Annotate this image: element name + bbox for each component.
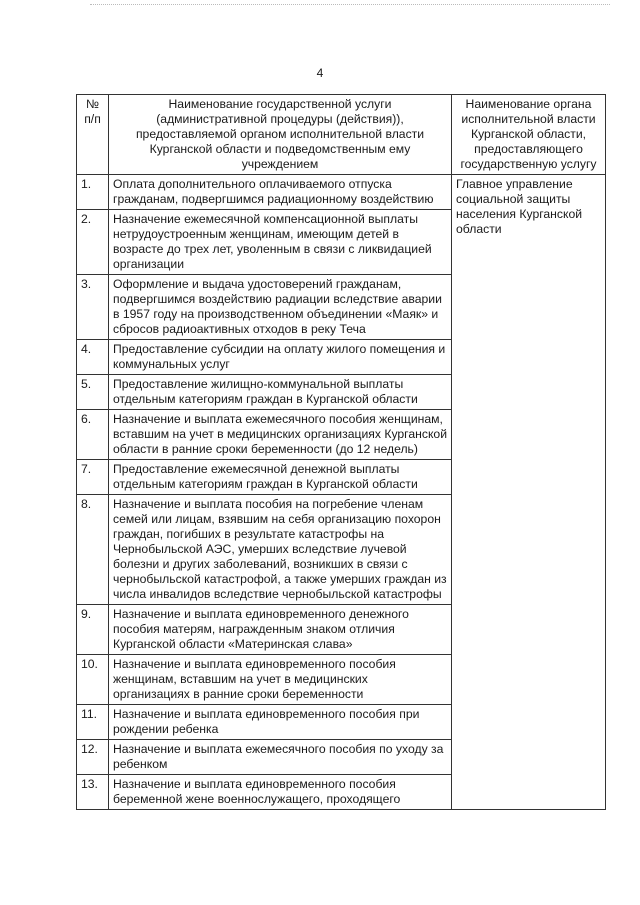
row-number: 7.: [77, 460, 109, 495]
row-number: 1.: [77, 175, 109, 210]
service-name: Предоставление жилищно-коммунальной выплаты отдельным категориям граждан в Курганской области: [109, 375, 452, 410]
row-number: 8.: [77, 495, 109, 605]
row-number: 2.: [77, 210, 109, 275]
service-name: Назначение и выплата единовременного пособия женщинам, вставшим на учет в медицинских организациях в ранние сроки беременности: [109, 655, 452, 705]
scan-artifact: [90, 4, 610, 6]
service-name: Предоставление субсидии на оплату жилого помещения и коммунальных услуг: [109, 340, 452, 375]
service-name: Оплата дополнительного оплачиваемого отпуска гражданам, подвергшимся радиационному воздействию: [109, 175, 452, 210]
row-number: 12.: [77, 740, 109, 775]
row-number: 13.: [77, 775, 109, 810]
header-authority: Наименование органа исполнительной власти Курганской области, предоставляющего государственную услугу: [452, 95, 606, 175]
service-name: Предоставление ежемесячной денежной выплаты отдельным категориям граждан в Курганской области: [109, 460, 452, 495]
row-number: 10.: [77, 655, 109, 705]
service-name: Назначение ежемесячной компенсационной выплаты нетрудоустроенным женщинам, имеющим детей в возрасте до трех лет, уволенным в связи с ликвидацией организации: [109, 210, 452, 275]
header-service-name: Наименование государственной услуги (административной процедуры (действия)), предоставляемой органом исполнительной власти Курганской области и подведомственным ему учреждением: [109, 95, 452, 175]
header-num: № п/п: [77, 95, 109, 175]
services-table: [76, 94, 606, 810]
service-name: Назначение и выплата единовременного пособия при рождении ребенка: [109, 705, 452, 740]
service-name: Оформление и выдача удостоверений гражданам, подвергшимся воздействию радиации вследствие аварии в 1957 году на производственном объединении «Маяк» и сбросов радиоактивных отходов в реку Теча: [109, 275, 452, 340]
service-name: Назначение и выплата ежемесячного пособия по уходу за ребенком: [109, 740, 452, 775]
row-number: 6.: [77, 410, 109, 460]
table-header-row: [77, 95, 606, 175]
row-number: 5.: [77, 375, 109, 410]
authority-name: Главное управление социальной защиты населения Курганской области: [452, 175, 606, 810]
service-name: Назначение и выплата ежемесячного пособия женщинам, вставшим на учет в медицинских организациях Курганской области в ранние сроки беременности (до 12 недель): [109, 410, 452, 460]
row-number: 3.: [77, 275, 109, 340]
row-number: 4.: [77, 340, 109, 375]
row-number: 11.: [77, 705, 109, 740]
row-number: 9.: [77, 605, 109, 655]
service-name: Назначение и выплата единовременного пособия беременной жене военнослужащего, проходящего: [109, 775, 452, 810]
service-name: Назначение и выплата пособия на погребение членам семей или лицам, взявшим на себя организацию похорон граждан, погибших в результате катастрофы на Чернобыльской АЭС, умерших вследствие лучевой болезни и других заболеваний, возникших в связи с чернобыльской катастрофой, а также умерших граждан из числа инвалидов вследствие чернобыльской катастрофы: [109, 495, 452, 605]
table-body: [77, 175, 606, 810]
service-name: Назначение и выплата единовременного денежного пособия матерям, награжденным знаком отличия Курганской области «Материнская слава»: [109, 605, 452, 655]
page-number: 4: [316, 66, 324, 80]
table-row: [77, 175, 606, 210]
